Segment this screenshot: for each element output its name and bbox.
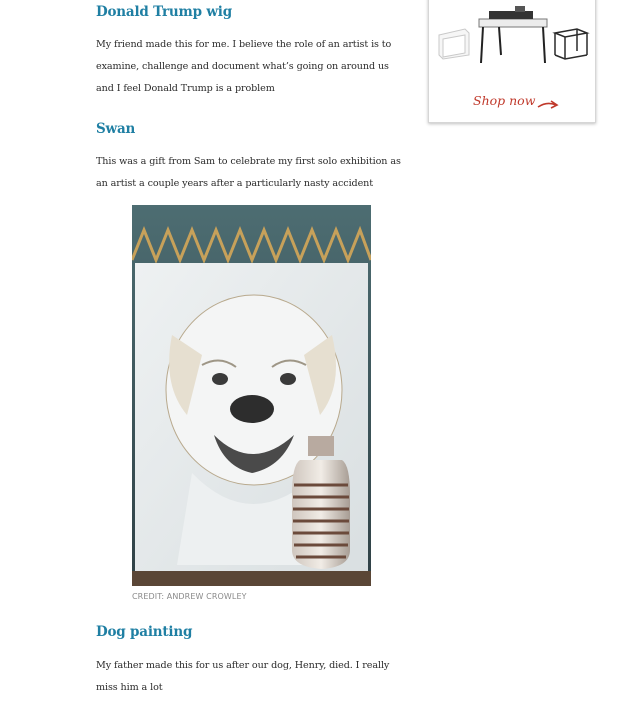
dog-painting-image (132, 205, 371, 586)
furniture-ad[interactable] (428, 0, 596, 123)
section-text-trump-wig: My friend made this for me. I believe the role of an artist is to examine, challenge and document what’s going on around us and I feel Donald Trump is a problem (96, 39, 392, 94)
furniture-ad-image (429, 0, 595, 95)
section-text-swan: This was a gift from Sam to celebrate my first solo exhibition as an artist a couple years after a particularly nasty accident (96, 156, 401, 189)
arrow-right-icon (537, 99, 559, 111)
section-heading-trump-wig: Donald Trump wig (96, 4, 232, 20)
dog-painting-photo (132, 205, 371, 586)
shop-now-link[interactable]: Shop now (473, 93, 536, 108)
section-heading-dog-painting: Dog painting (96, 624, 193, 640)
section-heading-swan: Swan (96, 121, 136, 137)
photo-credit: CREDIT: ANDREW CROWLEY (132, 592, 247, 601)
section-text-dog-painting: My father made this for us after our dog, Henry, died. I really miss him a lot (96, 660, 390, 693)
